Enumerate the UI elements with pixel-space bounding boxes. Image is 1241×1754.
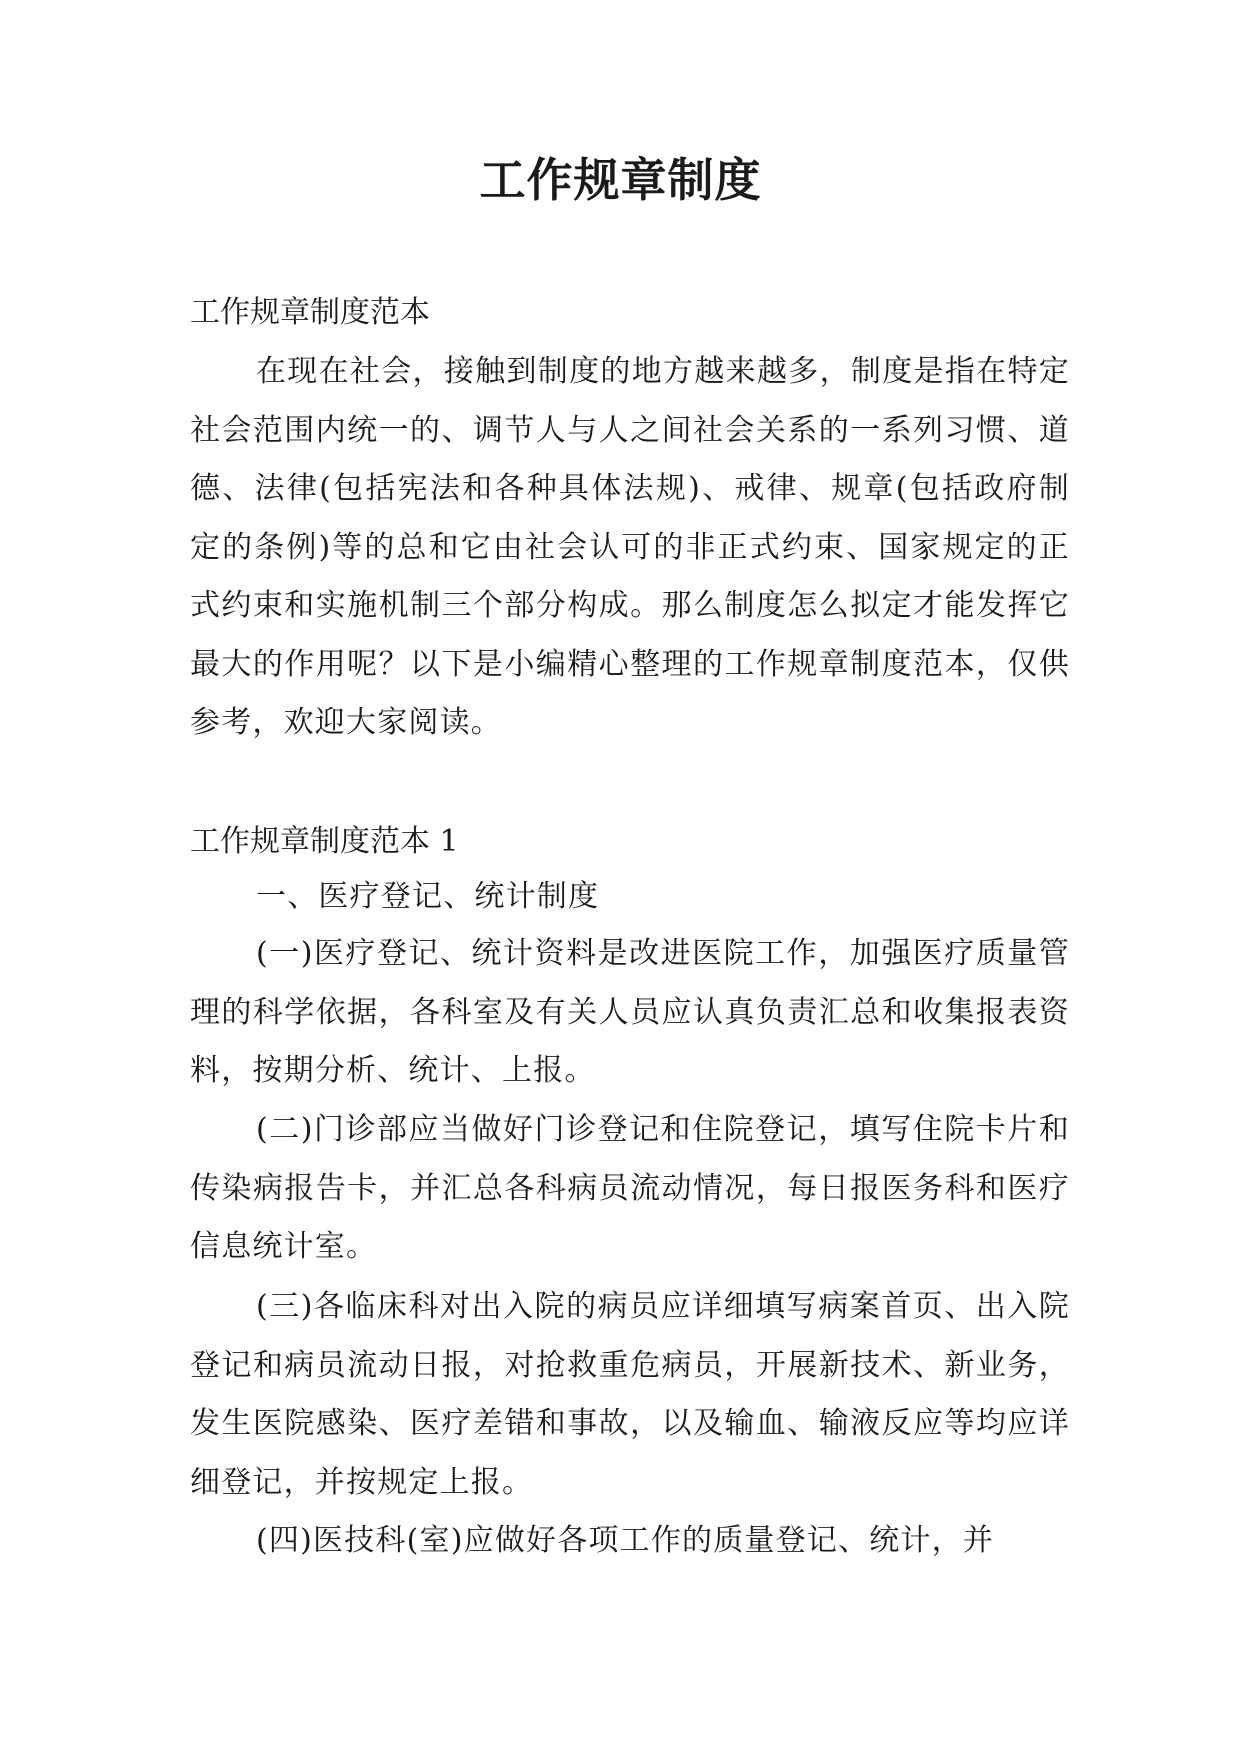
section-heading: 工作规章制度范本 1 xyxy=(190,824,459,859)
section-paragraph-1: (一)医疗登记、统计资料是改进医院工作，加强医疗质量管理的科学依据，各科室及有关人员应认真负责汇总和收集报表资料，按期分析、统计、上报。 xyxy=(190,936,1070,1088)
intro-heading: 工作规章制度范本 xyxy=(190,295,430,330)
section-paragraph-4: (四)医技科(室)应做好各项工作的质量登记、统计，并 xyxy=(256,1523,995,1558)
section-paragraph-3: (三)各临床科对出入院的病员应详细填写病案首页、出入院登记和病员流动日报，对抢救重危病员，开展新技术、新业务，发生医院感染、医疗差错和事故，以及输血、输液反应等均应详细登记，并按规定上报。 xyxy=(190,1289,1070,1500)
section-subheading: 一、医疗登记、统计制度 xyxy=(256,879,600,914)
intro-paragraph: 在现在社会，接触到制度的地方越来越多，制度是指在特定社会范围内统一的、调节人与人之间社会关系的一系列习惯、道德、法律(包括宪法和各种具体法规)、戒律、规章(包括政府制定的条例)等的总和它由社会认可的非正式约束、国家规定的正式约束和实施机制三个部分构成。那么制度怎么拟定才能发挥它最大的作用呢？以下是小编精心整理的工作规章制度范本，仅供参考，欢迎大家阅读。 xyxy=(190,354,1070,740)
document-title: 工作规章制度 xyxy=(479,153,762,207)
section-paragraph-2: (二)门诊部应当做好门诊登记和住院登记，填写住院卡片和传染病报告卡，并汇总各科病员流动情况，每日报医务科和医疗信息统计室。 xyxy=(190,1112,1070,1264)
